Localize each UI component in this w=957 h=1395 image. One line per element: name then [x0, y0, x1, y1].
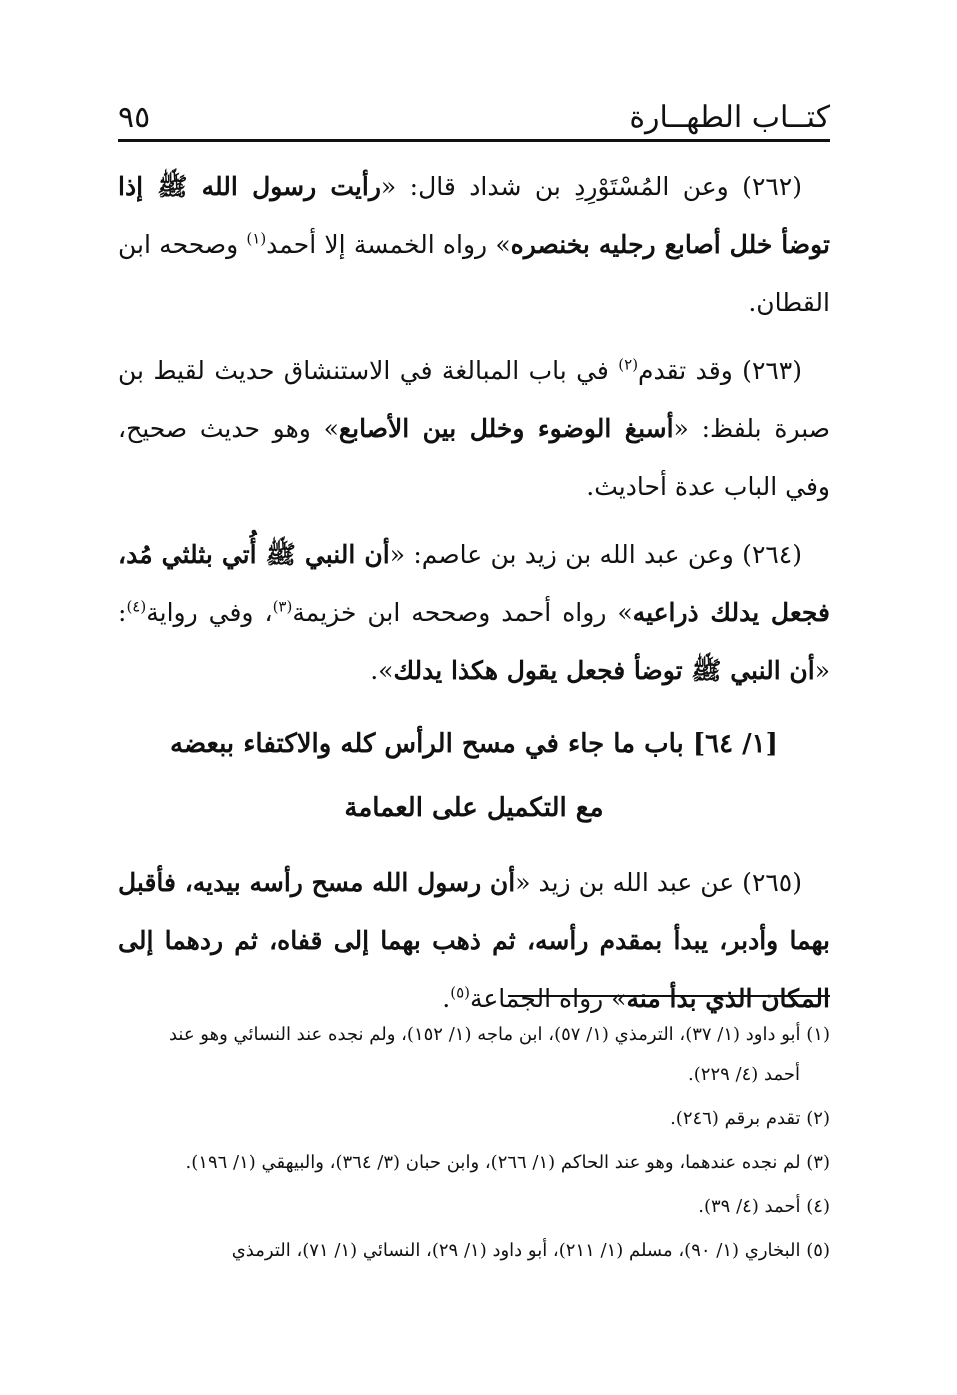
main-text: [118, 158, 830, 1038]
hadith-264: [118, 526, 830, 700]
footnote-4: (٤) أحمد (٤/ ٣٩).: [698, 1196, 830, 1217]
footnote-separator: [508, 995, 830, 997]
footnote-line: (١) أبو داود (١/ ٣٧)، الترمذي (١/ ٥٧)، ابن ماجه (١/ ١٥٢)، ولم نجده عند النسائي وهو عند: [168, 1024, 830, 1045]
footnote-2: (٢) تقدم برقم (٢٤٦).: [670, 1108, 830, 1129]
footnote-ref: (٢): [618, 355, 639, 374]
text-run: ، وفي رواية: [146, 598, 273, 627]
page-number: ٩٥: [118, 100, 151, 135]
text-run: .: [442, 984, 451, 1013]
text-run: » رواه الجماعة: [469, 984, 627, 1013]
text-run: في باب المبالغة في الاستنشاق حديث لقيط بن صبرة بلفظ: «: [118, 356, 831, 443]
hadith-quote: أسبغ الوضوء وخلل بين الأصابع: [338, 414, 674, 443]
footnote-5: (٥) البخاري (١/ ٩٠)، مسلم (١/ ٢١١)، أبو داود (١/ ٢٩)، النسائي (١/ ٧١)، الترمذي: [231, 1240, 830, 1261]
text-run: ».: [370, 656, 394, 685]
text-run: (٢٦٤) وعن عبد الله بن زيد بن عاصم: «: [389, 540, 802, 569]
text-run: (٢٦٥) عن عبد الله بن زيد «: [515, 868, 802, 897]
footnote-ref: (٥): [450, 983, 470, 1002]
running-title: كتــاب الطهــارة: [629, 100, 830, 135]
hadith-265: [118, 854, 830, 1028]
page-header: [118, 92, 830, 142]
text-run: (٢٦٢) وعن المُسْتَوْرِدِ بن شداد قال: «: [380, 172, 802, 201]
hadith-quote: أن النبي ﷺ أُتي بثلثي مُد، فجعل يدلك ذراعيه: [118, 540, 831, 627]
hadith-quote: أن رسول الله مسح رأسه بيديه، فأقبل بهما وأدبر، يبدأ بمقدم رأسه، ثم ذهب بهما إلى قفاه، ثم ردهما إلى المكان الذي بدأ منه: [118, 868, 830, 1013]
section-heading: [118, 712, 830, 840]
text-run: : «: [118, 598, 830, 685]
footnote-line: أحمد (٤/ ٢٢٩).: [688, 1064, 800, 1085]
hadith-263: [118, 342, 830, 516]
text-run: وصححه ابن القطان.: [118, 230, 830, 317]
text-run: » رواه الخمسة إلا أحمد: [266, 230, 511, 259]
section-heading-line: مع التكميل على العمامة: [344, 793, 604, 823]
section-heading-line: [١/ ٦٤] باب ما جاء في مسح الرأس كله والاكتفاء ببعضه: [170, 729, 778, 759]
hadith-quote: رأيت رسول الله ﷺ إذا توضأ خلل أصابع رجليه بخنصره: [118, 172, 831, 259]
footnotes: [118, 1015, 830, 1275]
hadith-quote: أن النبي ﷺ توضأ فجعل يقول هكذا يدلك: [393, 656, 815, 685]
footnote-ref: (٤): [126, 597, 147, 616]
text-run: » وهو حديث صحيح، وفي الباب عدة أحاديث.: [118, 414, 830, 501]
text-run: » رواه أحمد وصححه ابن خزيمة: [292, 598, 633, 627]
text-run: (٢٦٣) وقد تقدم: [638, 356, 803, 385]
footnote-1: [118, 1015, 830, 1095]
hadith-262: [118, 158, 830, 332]
footnote-ref: (٣): [272, 597, 293, 616]
footnote-3: (٣) لم نجده عندهما، وهو عند الحاكم (١/ ٢٦٦)، وابن حبان (٣/ ٣٦٤)، والبيهقي (١/ ١٩٦).: [185, 1152, 830, 1173]
footnote-ref: (١): [246, 229, 267, 248]
